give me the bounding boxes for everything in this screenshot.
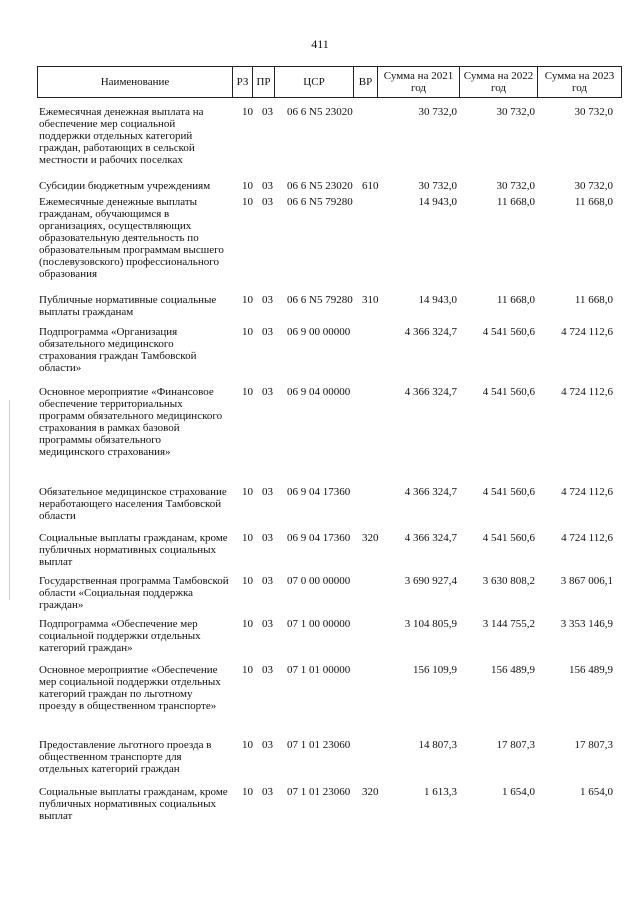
row-sum-2022: 30 732,0 (496, 180, 535, 192)
row-pr: 03 (262, 294, 273, 306)
row-name: Публичные нормативные социальные выплаты гражданам (39, 294, 217, 318)
row-sum-2022: 30 732,0 (496, 106, 535, 118)
row-pr: 03 (262, 106, 273, 118)
row-rz: 10 (242, 326, 253, 338)
row-name: Ежемесячные денежные выплаты гражданам, обучающимся в организациях, осуществляющих образовательную деятельность по образовательным программам высшего (послевузовского) профессионального образования (39, 196, 224, 280)
row-sum-2022: 3 144 755,2 (482, 618, 535, 630)
row-sum-2022: 3 630 808,2 (482, 575, 535, 587)
row-pr: 03 (262, 664, 273, 676)
row-sum-2021: 3 690 927,4 (404, 575, 457, 587)
row-sum-2021: 4 366 324,7 (404, 386, 457, 398)
row-sum-2023: 156 489,9 (569, 664, 613, 676)
row-sum-2021: 14 807,3 (418, 739, 457, 751)
table-header (37, 66, 622, 98)
row-name: Социальные выплаты гражданам, кроме публичных нормативных социальных выплат (39, 786, 228, 822)
header-pr: ПР (253, 67, 275, 98)
row-csr: 06 6 N5 79280 (287, 196, 353, 208)
row-sum-2023: 4 724 112,6 (561, 486, 613, 498)
row-sum-2022: 1 654,0 (502, 786, 535, 798)
row-name: Предоставление льготного проезда в общественном транспорте для отдельных категорий граждан (39, 739, 212, 775)
row-csr: 06 6 N5 79280 (287, 294, 353, 306)
row-pr: 03 (262, 386, 273, 398)
row-rz: 10 (242, 180, 253, 192)
row-name: Государственная программа Тамбовской области «Социальная поддержка граждан» (39, 575, 229, 611)
row-rz: 10 (242, 575, 253, 587)
row-rz: 10 (242, 664, 253, 676)
row-rz: 10 (242, 196, 253, 208)
row-sum-2021: 1 613,3 (424, 786, 457, 798)
row-csr: 06 9 00 00000 (287, 326, 351, 338)
row-sum-2021: 4 366 324,7 (404, 326, 457, 338)
row-rz: 10 (242, 386, 253, 398)
row-rz: 10 (242, 106, 253, 118)
row-sum-2023: 11 668,0 (574, 294, 613, 306)
row-name: Социальные выплаты гражданам, кроме публичных нормативных социальных выплат (39, 532, 228, 568)
row-vr: 610 (362, 180, 379, 192)
row-pr: 03 (262, 575, 273, 587)
row-sum-2023: 4 724 112,6 (561, 532, 613, 544)
row-sum-2022: 4 541 560,6 (482, 532, 535, 544)
header-sum-2022: Сумма на 2022 год (460, 67, 538, 98)
row-csr: 06 9 04 17360 (287, 532, 351, 544)
row-csr: 06 6 N5 23020 (287, 180, 353, 192)
header-csr: ЦСР (275, 67, 354, 98)
row-sum-2021: 30 732,0 (418, 180, 457, 192)
row-csr: 07 1 01 00000 (287, 664, 351, 676)
row-pr: 03 (262, 532, 273, 544)
row-sum-2023: 30 732,0 (574, 106, 613, 118)
row-rz: 10 (242, 532, 253, 544)
row-sum-2023: 3 867 006,1 (560, 575, 613, 587)
header-sum-2021: Сумма на 2021 год (378, 67, 460, 98)
row-sum-2021: 4 366 324,7 (404, 486, 457, 498)
row-name: Подпрограмма «Обеспечение мер социальной поддержки отдельных категорий граждан» (39, 618, 201, 654)
row-sum-2021: 156 109,9 (413, 664, 457, 676)
row-sum-2023: 4 724 112,6 (561, 386, 613, 398)
row-csr: 07 1 01 23060 (287, 739, 351, 751)
row-sum-2022: 11 668,0 (496, 196, 535, 208)
row-sum-2023: 3 353 146,9 (560, 618, 613, 630)
row-name: Подпрограмма «Организация обязательного медицинского страхования граждан Тамбовской области» (39, 326, 197, 374)
row-csr: 07 1 00 00000 (287, 618, 351, 630)
header-name: Наименование (38, 67, 233, 98)
row-sum-2021: 14 943,0 (418, 196, 457, 208)
row-pr: 03 (262, 486, 273, 498)
row-sum-2022: 4 541 560,6 (482, 486, 535, 498)
row-vr: 320 (362, 532, 379, 544)
row-sum-2021: 3 104 805,9 (404, 618, 457, 630)
header-sum-2023: Сумма на 2023 год (538, 67, 622, 98)
row-rz: 10 (242, 618, 253, 630)
row-sum-2023: 1 654,0 (580, 786, 613, 798)
row-sum-2021: 30 732,0 (418, 106, 457, 118)
row-rz: 10 (242, 486, 253, 498)
header-rz: РЗ (233, 67, 253, 98)
row-vr: 310 (362, 294, 379, 306)
row-rz: 10 (242, 786, 253, 798)
row-sum-2022: 11 668,0 (496, 294, 535, 306)
row-name: Основное мероприятие «Финансовое обеспечение территориальных программ обязательного медицинского страхования в рамках базовой программы обязательного медицинского страхования» (39, 386, 223, 458)
row-csr: 07 1 01 23060 (287, 786, 351, 798)
scan-margin-line (9, 400, 10, 600)
row-sum-2022: 156 489,9 (491, 664, 535, 676)
row-csr: 06 9 04 00000 (287, 386, 351, 398)
row-pr: 03 (262, 739, 273, 751)
row-sum-2022: 4 541 560,6 (482, 326, 535, 338)
row-name: Основное мероприятие «Обеспечение мер социальной поддержки отдельных категорий граждан по льготному проезду в общественном транспорте» (39, 664, 221, 712)
row-sum-2022: 4 541 560,6 (482, 386, 535, 398)
row-csr: 06 6 N5 23020 (287, 106, 353, 118)
row-pr: 03 (262, 326, 273, 338)
row-vr: 320 (362, 786, 379, 798)
row-pr: 03 (262, 196, 273, 208)
row-rz: 10 (242, 294, 253, 306)
row-csr: 07 0 00 00000 (287, 575, 351, 587)
row-sum-2023: 4 724 112,6 (561, 326, 613, 338)
row-rz: 10 (242, 739, 253, 751)
row-sum-2021: 14 943,0 (418, 294, 457, 306)
row-sum-2023: 11 668,0 (574, 196, 613, 208)
header-vr: ВР (354, 67, 378, 98)
row-sum-2022: 17 807,3 (496, 739, 535, 751)
row-sum-2023: 17 807,3 (574, 739, 613, 751)
row-sum-2021: 4 366 324,7 (404, 532, 457, 544)
row-sum-2023: 30 732,0 (574, 180, 613, 192)
row-pr: 03 (262, 180, 273, 192)
row-csr: 06 9 04 17360 (287, 486, 351, 498)
page-number: 411 (311, 37, 329, 51)
row-pr: 03 (262, 618, 273, 630)
row-name: Ежемесячная денежная выплата на обеспечение мер социальной поддержки отдельных категорий граждан, работающих в сельской местности и рабочих поселках (39, 106, 204, 166)
row-name: Субсидии бюджетным учреждениям (39, 180, 211, 192)
row-pr: 03 (262, 786, 273, 798)
row-name: Обязательное медицинское страхование неработающего населения Тамбовской области (39, 486, 227, 522)
